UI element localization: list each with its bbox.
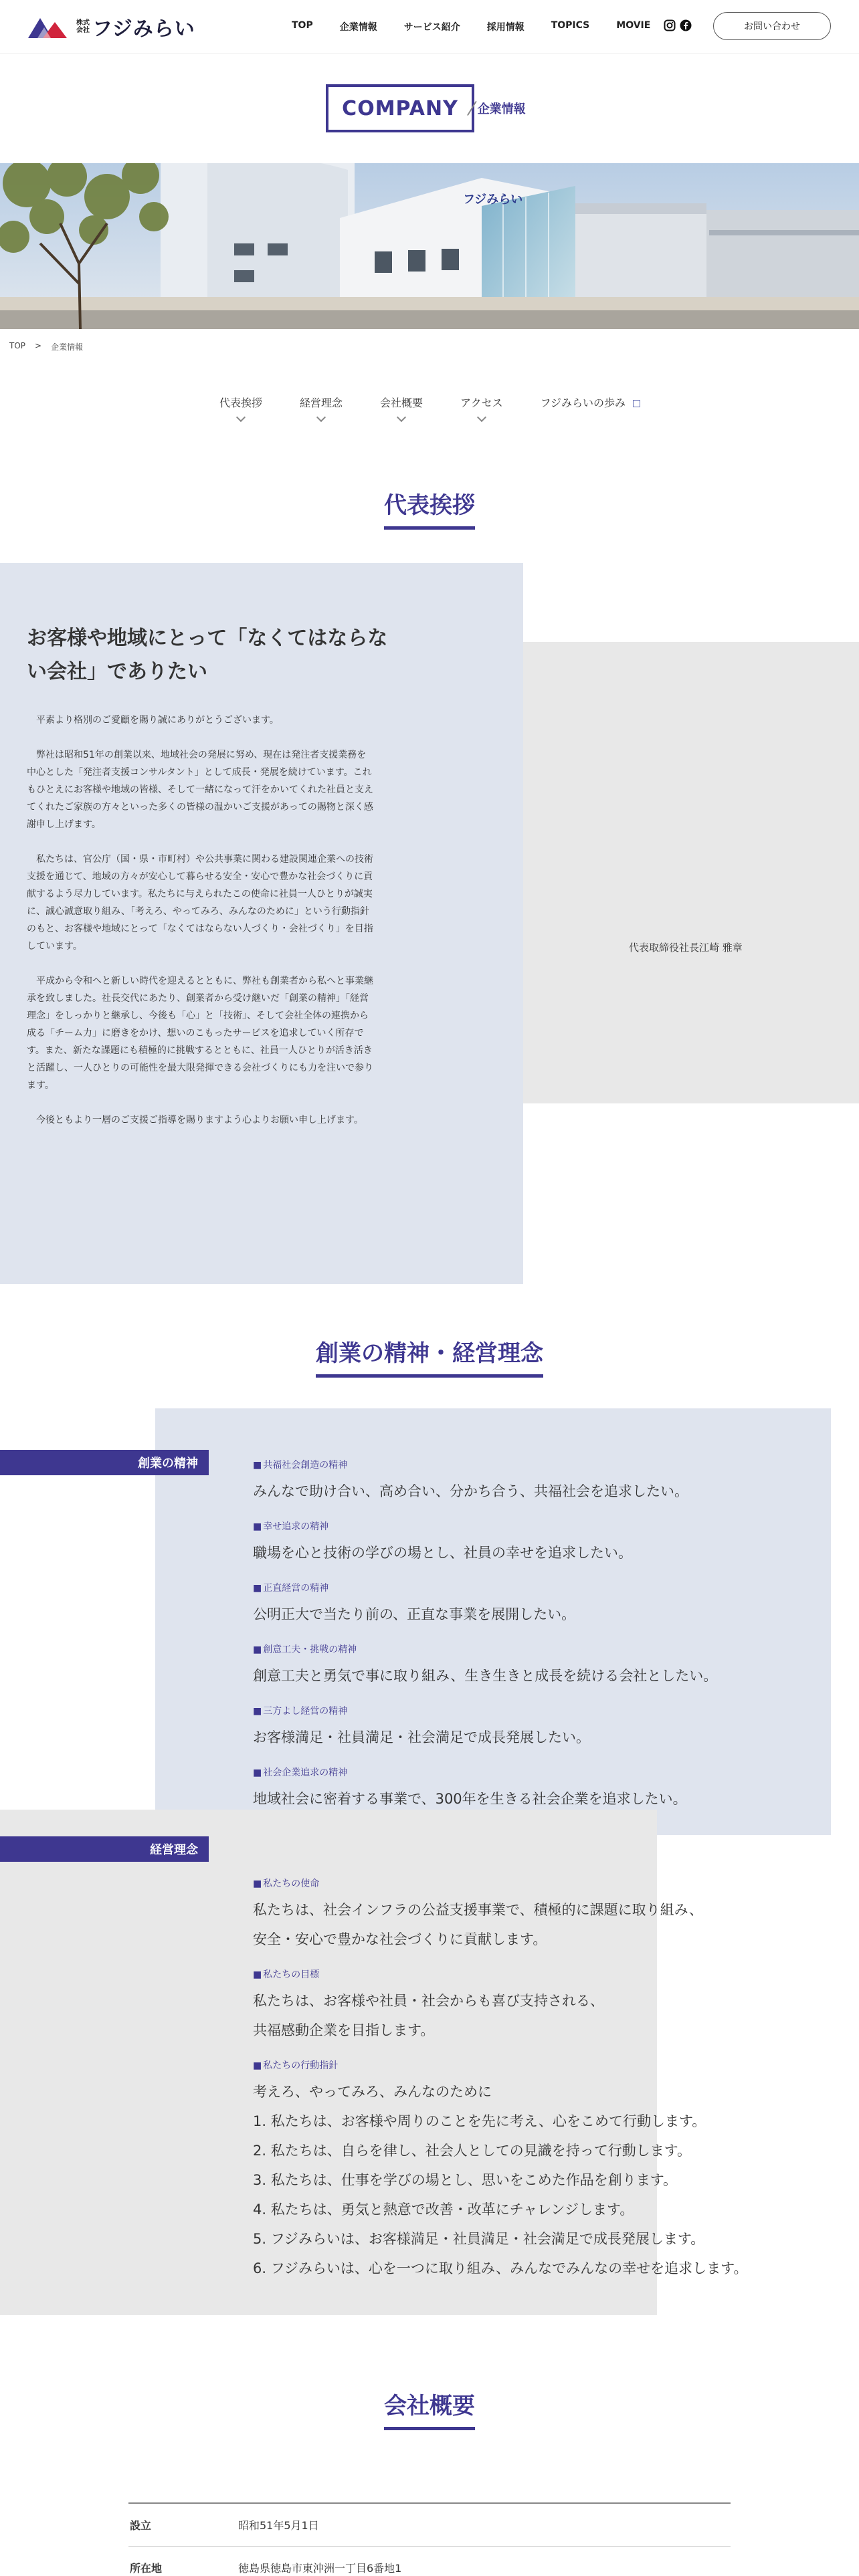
spirit-tag: ■ 社会企業追求の精神 — [253, 1765, 347, 1779]
spirit-label: 創業の精神 — [0, 1450, 209, 1475]
nav-company[interactable]: 企業情報 — [339, 22, 377, 33]
social-links — [664, 19, 696, 34]
greeting-paragraph: 平成から令和へと新しい時代を迎えるとともに、弊社も創業者から私へと事業継承を致しました。社長交代にあたり、創業者から受け継いだ「創業の精神」「経営理念」をしっかりと継承し、今後も「心」と「技術」、そして会社全体の連携から成る「チーム力」に磨きをかけ、想いのこもったサービスを追求していく所存です。また、新たな課題にも積極的に挑戦するとともに、社員一人ひとりが活き活きと活躍し、一人ひとりの可能性を最大限発揮できる会社づくりにも力を注いで参ります。 — [27, 976, 373, 1091]
greeting-paragraph: 平素より格別のご愛顧を賜り誠にありがとうございます。 — [36, 715, 279, 726]
row-value: 昭和51年5月1日 — [238, 2519, 319, 2532]
guide-line: 考えろ、やってみろ、みんなのために — [253, 2084, 492, 2100]
goal-line: 共福感動企業を目指します。 — [253, 2022, 435, 2038]
nav-recruit[interactable]: 採用情報 — [486, 22, 524, 33]
guide-line: 4. 私たちは、勇気と熱意で改善・改革にチャレンジします。 — [253, 2202, 634, 2218]
logo[interactable] — [28, 12, 195, 41]
spirit-tag: ■ 創意工夫・挑戦の精神 — [253, 1642, 357, 1656]
subnav-access[interactable] — [460, 395, 503, 421]
spirit-tag: ■ 正直経営の精神 — [253, 1581, 328, 1594]
chevron-down-icon — [236, 413, 246, 422]
spirit-text: 職場を心と技術の学びの場とし、社員の幸せを追求したい。 — [253, 1545, 632, 1561]
nav-movie[interactable]: MOVIE — [616, 20, 651, 31]
overview-title-text: 会社概要 — [384, 2387, 475, 2430]
chevron-down-icon — [316, 413, 326, 422]
page-title: COMPANY — [326, 84, 474, 132]
logo-mark-icon — [28, 15, 71, 38]
greeting-card — [0, 563, 523, 1284]
breadcrumb — [9, 341, 92, 352]
ceo-photo-panel — [522, 642, 859, 1103]
greeting-section-title — [0, 487, 859, 530]
external-link-icon — [633, 400, 640, 407]
chevron-down-icon — [397, 413, 406, 422]
philosophy-title-text: 創業の精神・経営理念 — [316, 1335, 543, 1378]
building-sign: フジみらい — [463, 193, 523, 206]
page-subnav — [219, 395, 678, 421]
nav-top[interactable]: TOP — [292, 20, 313, 31]
goal-tag: ■ 私たちの目標 — [253, 1967, 319, 1981]
spirit-tag: ■ 幸せ追求の精神 — [253, 1519, 328, 1533]
subnav-history[interactable] — [541, 395, 640, 421]
guide-line: 5. フジみらいは、お客様満足・社員満足・社会満足で成長発展します。 — [253, 2231, 705, 2247]
breadcrumb-current: 企業情報 — [51, 342, 84, 352]
spirit-text: みんなで助け合い、高め合い、分かち合う、共福社会を追求したい。 — [253, 1483, 688, 1499]
overview-table — [128, 2502, 731, 2576]
guide-line: 6. フジみらいは、心を一つに取り組み、みんなでみんなの幸せを追求します。 — [253, 2260, 748, 2276]
guide-tag: ■ 私たちの行動指針 — [253, 2058, 338, 2072]
mission-line: 私たちは、社会インフラの公益支援事業で、積極的に課題に取り組み、 — [253, 1902, 703, 1918]
ceo-caption: 代表取締役社長江崎 雅章 — [629, 942, 743, 954]
guide-line: 3. 私たちは、仕事を学びの場とし、思いをこめた作品を創ります。 — [253, 2172, 678, 2188]
heading-slash: ⁄ — [470, 97, 474, 120]
page-subtitle: 企業情報 — [477, 102, 526, 116]
logo-kaisha: 株式会社 — [76, 19, 90, 34]
nav-services[interactable]: サービス紹介 — [403, 22, 460, 33]
subnav-overview[interactable] — [380, 395, 423, 421]
row-key: 設立 — [130, 2519, 152, 2532]
breadcrumb-separator: > — [35, 341, 42, 350]
subnav-label: 会社概要 — [380, 397, 423, 409]
logo-name: フジみらい — [92, 17, 195, 41]
spirit-text: 地域社会に密着する事業で、300年を生きる社会企業を追求したい。 — [253, 1791, 687, 1807]
subnav-label: アクセス — [460, 397, 503, 409]
spirit-text: お客様満足・社員満足・社会満足で成長発展したい。 — [253, 1729, 590, 1745]
row-value: 徳島県徳島市東沖洲一丁目6番地1 — [238, 2562, 402, 2575]
goal-line: 私たちは、お客様や社員・社会からも喜び支持される、 — [253, 1993, 604, 2009]
page-heading — [326, 84, 526, 132]
overview-section-title — [0, 2387, 859, 2430]
chevron-down-icon — [477, 413, 486, 422]
instagram-icon[interactable] — [664, 19, 676, 34]
spirit-tag: ■ 共福社会創造の精神 — [253, 1458, 347, 1471]
table-row — [128, 2547, 731, 2576]
subnav-label: 経営理念 — [300, 397, 343, 409]
guide-line: 1. 私たちは、お客様や周りのことを先に考え、心をこめて行動します。 — [253, 2113, 706, 2129]
greeting-body — [27, 712, 375, 1146]
subnav-greeting[interactable] — [219, 395, 262, 421]
breadcrumb-top[interactable]: TOP — [9, 341, 26, 350]
spirit-tag: ■ 三方よし経営の精神 — [253, 1704, 347, 1717]
mission-line: 安全・安心で豊かな社会づくりに貢献します。 — [253, 1931, 547, 1947]
row-key: 所在地 — [130, 2562, 163, 2575]
greeting-paragraph: 私たちは、官公庁（国・県・市町村）や公共事業に関わる建設関連企業への技術支援を通じて、地域の方々が安心して暮らせる安全・安心で豊かな社会づくりに貢献するよう尽力しています。私たちに与えられたこの使命に社員一人ひとりが誠実に、誠心誠意取り組み、「考えろ、やってみろ、みんなのために」という行動指針のもと、お客様や地域にとって「なくてはならない人づくり・会社づくり」を目指しています。 — [27, 854, 373, 952]
mission-tag: ■ 私たちの使命 — [253, 1876, 319, 1890]
site-header — [0, 0, 859, 53]
philosophy-section-title — [0, 1335, 859, 1378]
greeting-paragraph: 弊社は昭和51年の創業以来、地域社会の発展に努め、現在は発注者支援業務を中心とした「発注者支援コンサルタント」として成長・発展を続けています。これもひとえにお客様や地域の皆様、そして一緒になって汗をかいてくれた社員と支えてくれたご家族の方々といった多くの皆様の温かいご支援があっての賜物と深く感謝申し上げます。 — [27, 750, 373, 830]
subnav-label: 代表挨拶 — [219, 397, 263, 409]
greeting-headline: お客様や地域にとって「なくてはならない会社」でありたい — [27, 627, 388, 683]
greeting-title-text: 代表挨拶 — [384, 487, 475, 530]
subnav-label: フジみらいの歩み — [540, 397, 626, 409]
spirit-text: 創意工夫と勇気で事に取り組み、生き生きと成長を続ける会社としたい。 — [253, 1668, 718, 1684]
hero-image — [0, 163, 859, 329]
nav-topics[interactable]: TOPICS — [551, 20, 590, 31]
spirit-text: 公明正大で当たり前の、正直な事業を展開したい。 — [253, 1606, 576, 1622]
global-nav — [292, 20, 677, 33]
philosophy-label: 経営理念 — [0, 1836, 209, 1862]
greeting-paragraph: 今後ともより一層のご支援ご指導を賜りますよう心よりお願い申し上げます。 — [36, 1115, 363, 1125]
table-row — [128, 2504, 731, 2547]
contact-button[interactable]: お問い合わせ — [713, 12, 831, 40]
facebook-icon[interactable] — [680, 19, 692, 34]
guide-line: 2. 私たちは、自らを律し、社会人としての見識を持って行動します。 — [253, 2143, 692, 2159]
subnav-philosophy[interactable] — [300, 395, 343, 421]
